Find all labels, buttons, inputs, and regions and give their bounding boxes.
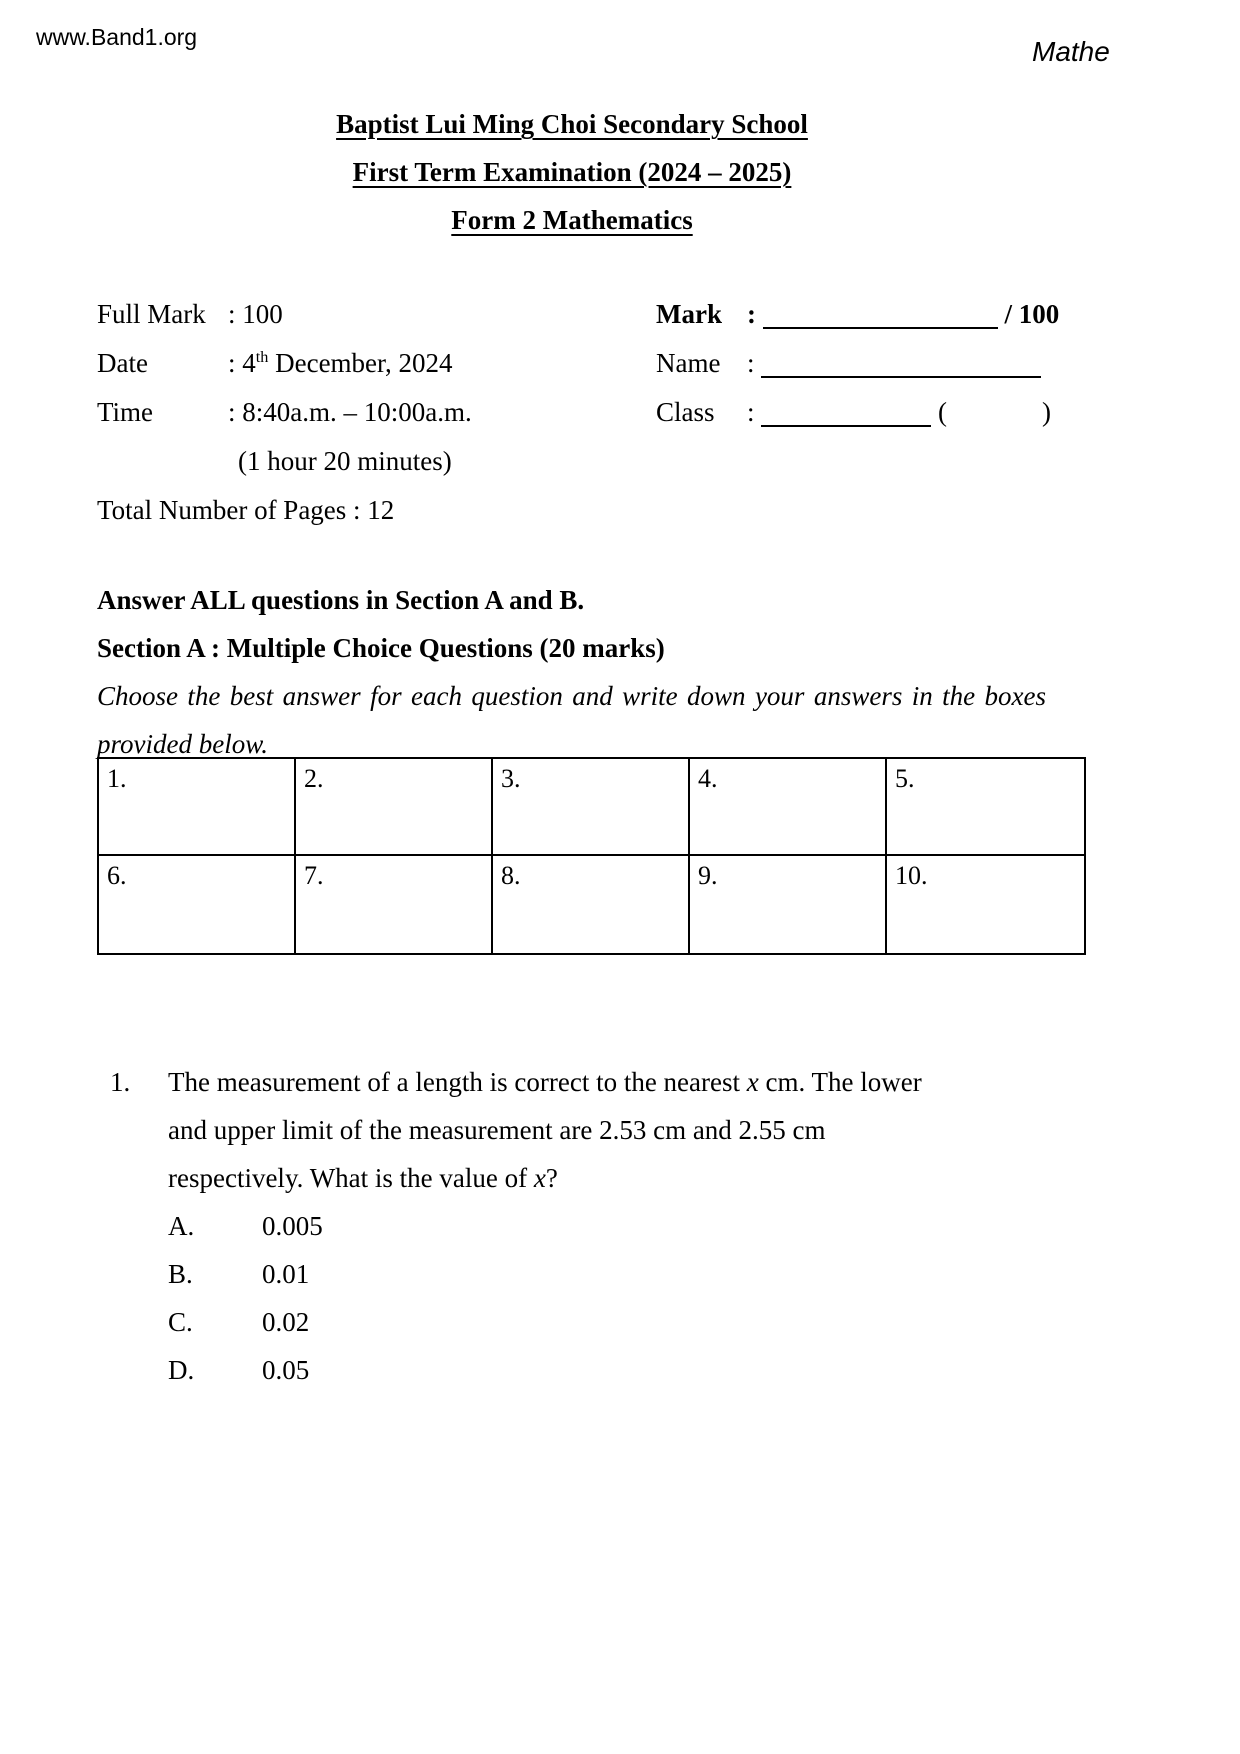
name-colon: : [747,348,755,378]
class-blank [761,397,931,427]
option-b-value: 0.01 [262,1259,310,1289]
name-label: Name [656,348,721,378]
class-paren-open: ( [938,397,948,427]
name-row [656,339,1059,388]
answer-cell-3: 3. [493,759,690,856]
exam-info-block [97,290,1087,535]
question-1-body [110,1058,1056,1202]
answer-cell-9: 9. [690,856,887,953]
exam-title: First Term Examination (2024 – 2025) [352,157,792,187]
answer-cell-5: 5. [887,759,1084,856]
student-fill-block [656,290,1059,437]
answer-cell-1: 1. [99,759,296,856]
answer-cell-2: 2. [296,759,493,856]
mark-blank [763,299,998,329]
name-blank [761,348,1041,378]
question-1-text: The measurement of a length is correct to the nearest x cm. The lower and upper limit of the measurement are 2.53 cm and 2.55 cm respectively. What is the value of x? [168,1067,922,1193]
answer-all-line: Answer ALL questions in Section A and B. [97,585,585,615]
time-label: Time [97,397,154,427]
option-a [168,1202,1056,1250]
duration-text: (1 hour 20 minutes) [238,446,452,476]
time-value: : 8:40a.m. – 10:00a.m. [228,397,472,427]
question-1 [110,1058,1056,1394]
answer-cell-7: 7. [296,856,493,953]
option-c [168,1298,1056,1346]
section-instructions [97,576,1046,768]
total-pages-text: Total Number of Pages : 12 [97,495,395,525]
corner-cutoff-text: Mathe [1032,36,1110,67]
mark-label: Mark [656,299,722,329]
option-d [168,1346,1056,1394]
question-1-number: 1. [110,1067,131,1097]
full-mark-label: Full Mark [97,299,206,329]
variable-x: x [746,1067,759,1097]
mark-colon: : [747,299,756,329]
section-a-heading: Section A : Multiple Choice Questions (20 marks) [97,633,665,663]
option-d-value: 0.05 [262,1355,310,1385]
subject-title: Form 2 Mathematics [451,205,693,235]
choose-instruction-line2: provided below. [97,729,268,759]
school-title: Baptist Lui Ming Choi Secondary School [336,109,808,139]
answer-cell-6: 6. [99,856,296,953]
variable-x: x [533,1163,546,1193]
answer-cell-8: 8. [493,856,690,953]
choose-instruction-line1: Choose the best answer for each question and write down your answers in the boxes [97,681,1046,711]
option-a-value: 0.005 [262,1211,323,1241]
option-a-label: A. [168,1211,195,1241]
option-c-label: C. [168,1307,193,1337]
option-d-label: D. [168,1355,195,1385]
full-mark-value: : 100 [228,299,283,329]
class-label: Class [656,397,715,427]
answer-cell-10: 10. [895,861,928,890]
option-c-value: 0.02 [262,1307,310,1337]
class-colon: : [747,397,755,427]
class-row [656,388,1059,437]
mark-suffix: / 100 [1004,299,1060,329]
watermark-text: www.Band1.org [36,24,198,50]
mark-row [656,290,1059,339]
date-label: Date [97,348,148,378]
question-1-options [168,1202,1056,1394]
mc-answer-table [97,757,1086,955]
option-b [168,1250,1056,1298]
class-paren-close: ) [1042,397,1052,427]
answer-cell-4: 4. [690,759,887,856]
ordinal-suffix: th [255,348,269,366]
date-value: : 4th December, 2024 [228,348,453,378]
title-block [97,100,1047,244]
option-b-label: B. [168,1259,193,1289]
